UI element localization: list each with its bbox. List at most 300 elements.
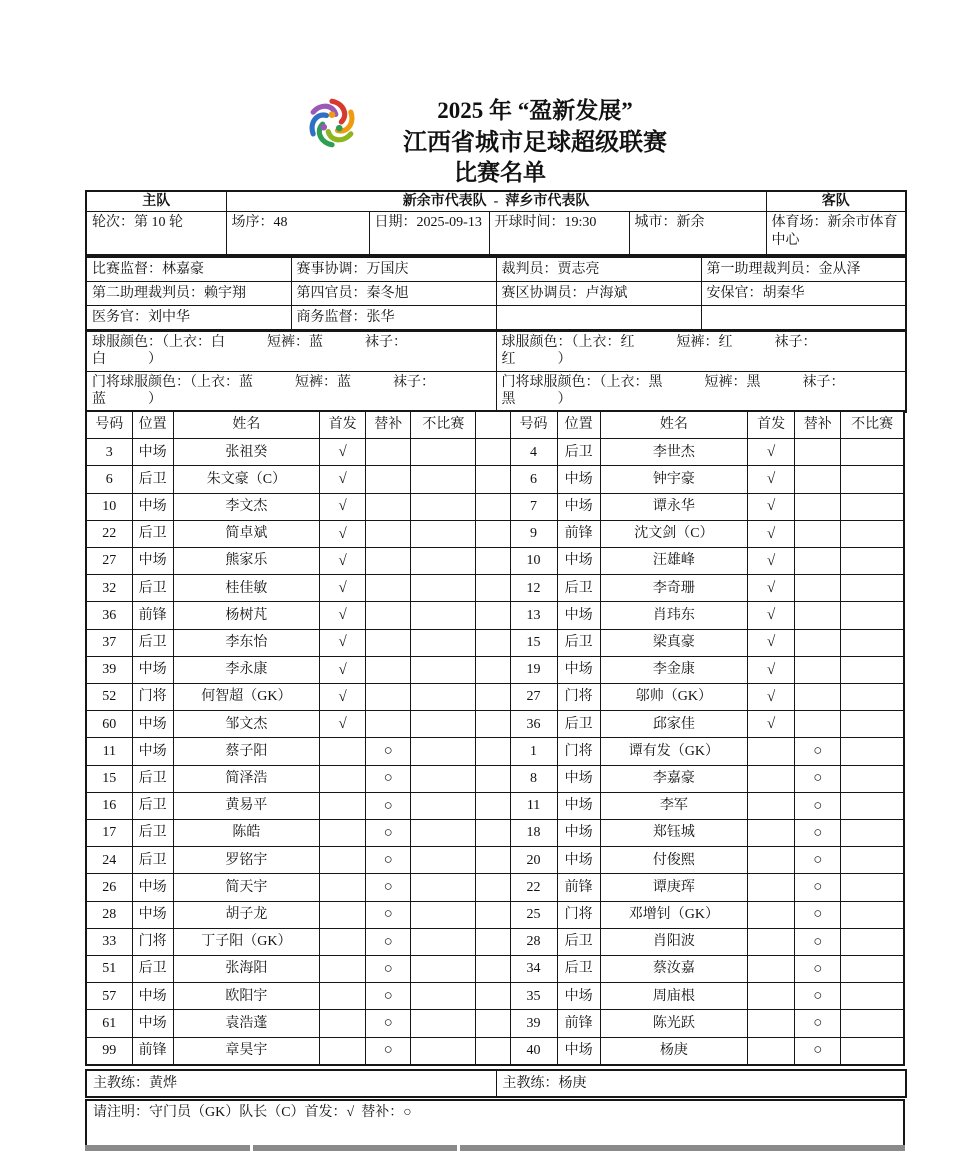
away-player-name: 李嘉豪 [600, 765, 747, 792]
home-player-name: 邹文杰 [173, 711, 319, 738]
away-substitute-mark [795, 711, 841, 738]
away-substitute-mark: ○ [795, 983, 841, 1010]
away-player-name: 李奇珊 [600, 575, 747, 602]
home-player-position: 后卫 [132, 792, 173, 819]
away-starter-mark: √ [748, 629, 795, 656]
away-player-position: 前锋 [557, 874, 600, 901]
home-substitute-mark: ○ [366, 792, 411, 819]
away-player-position: 门将 [557, 901, 600, 928]
home-player-number: 3 [86, 439, 132, 466]
away-player-name: 肖玮东 [600, 602, 747, 629]
kit-colors-table [85, 330, 907, 413]
home-substitute-mark: ○ [366, 874, 411, 901]
roster-spacer-cell [476, 738, 510, 765]
home-player-name: 简天宇 [173, 874, 319, 901]
home-not-playing-mark [411, 466, 476, 493]
away-player-number: 11 [510, 792, 557, 819]
stadium-cell: 体育场：新余市体育中心 [766, 212, 906, 256]
coaches-table [85, 1069, 907, 1098]
home-player-position: 中场 [132, 901, 173, 928]
away-starter-mark [748, 820, 795, 847]
official-cell: 医务官：刘中华 [86, 306, 291, 331]
roster-row [86, 575, 904, 602]
away-player-number: 4 [510, 439, 557, 466]
home-player-position: 中场 [132, 983, 173, 1010]
home-player-position: 后卫 [132, 520, 173, 547]
home-player-name: 章昊宇 [173, 1037, 319, 1065]
home-substitute-mark: ○ [366, 956, 411, 983]
home-not-playing-mark [411, 738, 476, 765]
official-cell: 商务监督：张华 [291, 306, 496, 331]
away-player-name: 邬帅（GK） [600, 684, 747, 711]
home-player-name: 张海阳 [173, 956, 319, 983]
home-player-number: 51 [86, 956, 132, 983]
roster-row [86, 928, 904, 955]
away-player-position: 后卫 [557, 629, 600, 656]
home-starter-mark [320, 956, 366, 983]
away-player-number: 36 [510, 711, 557, 738]
away-substitute-mark: ○ [795, 765, 841, 792]
home-player-name: 李东怡 [173, 629, 319, 656]
roster-spacer-cell [476, 656, 510, 683]
roster-column-header: 不比赛 [411, 411, 476, 439]
away-player-position: 门将 [557, 738, 600, 765]
home-player-name: 李文杰 [173, 493, 319, 520]
roster-column-header: 姓名 [173, 411, 319, 439]
away-substitute-mark [795, 548, 841, 575]
home-player-name: 简泽浩 [173, 765, 319, 792]
home-player-position: 中场 [132, 711, 173, 738]
away-player-name: 沈文剑（C） [600, 520, 747, 547]
roster-column-header: 号码 [86, 411, 132, 439]
roster-spacer-cell [476, 520, 510, 547]
home-player-position: 中场 [132, 738, 173, 765]
home-player-position: 后卫 [132, 575, 173, 602]
roster-spacer-cell [476, 1037, 510, 1065]
home-player-name: 黄易平 [173, 792, 319, 819]
away-starter-mark: √ [748, 602, 795, 629]
roster-row [86, 956, 904, 983]
home-player-name: 欧阳宇 [173, 983, 319, 1010]
home-substitute-mark [366, 656, 411, 683]
away-player-number: 12 [510, 575, 557, 602]
away-substitute-mark: ○ [795, 1037, 841, 1065]
home-substitute-mark [366, 548, 411, 575]
roster-row [86, 466, 904, 493]
home-player-position: 中场 [132, 1010, 173, 1037]
home-starter-mark [320, 1010, 366, 1037]
kickoff-cell: 开球时间：19:30 [489, 212, 629, 256]
home-substitute-mark: ○ [366, 820, 411, 847]
home-substitute-mark: ○ [366, 928, 411, 955]
roster-column-header: 位置 [557, 411, 600, 439]
roster-column-header: 首发 [320, 411, 366, 439]
home-player-position: 前锋 [132, 1037, 173, 1065]
away-player-position: 中场 [557, 493, 600, 520]
home-player-number: 10 [86, 493, 132, 520]
home-not-playing-mark [411, 493, 476, 520]
away-player-number: 10 [510, 548, 557, 575]
home-not-playing-mark [411, 575, 476, 602]
roster-row [86, 548, 904, 575]
away-substitute-mark [795, 602, 841, 629]
away-substitute-mark [795, 684, 841, 711]
home-starter-mark: √ [320, 602, 366, 629]
home-starter-mark: √ [320, 575, 366, 602]
home-not-playing-mark [411, 548, 476, 575]
home-not-playing-mark [411, 656, 476, 683]
home-player-name: 简卓斌 [173, 520, 319, 547]
home-starter-mark [320, 820, 366, 847]
home-starter-mark [320, 738, 366, 765]
home-substitute-mark [366, 439, 411, 466]
away-player-number: 25 [510, 901, 557, 928]
away-not-playing-mark [841, 874, 904, 901]
away-starter-mark: √ [748, 493, 795, 520]
home-kit-colors: 球服颜色：（上衣：白 短裤：蓝 袜子： 白 ） [86, 331, 496, 372]
roster-column-header: 姓名 [600, 411, 747, 439]
away-player-number: 18 [510, 820, 557, 847]
roster-spacer-cell [476, 439, 510, 466]
roster-spacer-cell [476, 847, 510, 874]
home-player-name: 桂佳敏 [173, 575, 319, 602]
away-substitute-mark [795, 575, 841, 602]
home-starter-mark: √ [320, 711, 366, 738]
roster-column-header: 首发 [748, 411, 795, 439]
home-starter-mark: √ [320, 656, 366, 683]
away-player-number: 28 [510, 928, 557, 955]
roster-row [86, 1010, 904, 1037]
home-player-name: 袁浩蓬 [173, 1010, 319, 1037]
away-not-playing-mark [841, 602, 904, 629]
away-player-number: 35 [510, 983, 557, 1010]
home-starter-mark [320, 765, 366, 792]
away-starter-mark [748, 738, 795, 765]
home-starter-mark [320, 901, 366, 928]
away-player-name: 肖阳波 [600, 928, 747, 955]
away-substitute-mark: ○ [795, 874, 841, 901]
city-cell: 城市：新余 [629, 212, 766, 256]
home-substitute-mark: ○ [366, 738, 411, 765]
away-player-number: 34 [510, 956, 557, 983]
home-substitute-mark: ○ [366, 765, 411, 792]
roster-spacer-cell [476, 711, 510, 738]
away-player-name: 谭庚珲 [600, 874, 747, 901]
legend-note-table [85, 1099, 905, 1147]
home-starter-mark: √ [320, 548, 366, 575]
home-substitute-mark: ○ [366, 901, 411, 928]
away-player-name: 杨庚 [600, 1037, 747, 1065]
away-player-position: 后卫 [557, 711, 600, 738]
roster-row [86, 983, 904, 1010]
home-player-number: 52 [86, 684, 132, 711]
roster-spacer-cell [476, 411, 510, 439]
official-cell: 赛事协调：万国庆 [291, 257, 496, 282]
away-not-playing-mark [841, 738, 904, 765]
official-cell: 第二助理裁判员：赖宇翔 [86, 282, 291, 306]
home-player-number: 57 [86, 983, 132, 1010]
away-gk-kit-colors: 门将球服颜色：（上衣：黑 短裤：黑 袜子： 黑 ） [496, 372, 906, 413]
roster-row [86, 874, 904, 901]
away-not-playing-mark [841, 928, 904, 955]
roster-spacer-cell [476, 684, 510, 711]
home-substitute-mark [366, 602, 411, 629]
away-player-position: 中场 [557, 983, 600, 1010]
away-not-playing-mark [841, 1010, 904, 1037]
away-not-playing-mark [841, 956, 904, 983]
home-not-playing-mark [411, 439, 476, 466]
away-player-name: 陈光跃 [600, 1010, 747, 1037]
roster-column-header: 号码 [510, 411, 557, 439]
officials-row [86, 257, 906, 282]
roster-spacer-cell [476, 466, 510, 493]
away-player-name: 周庙根 [600, 983, 747, 1010]
away-player-name: 谭永华 [600, 493, 747, 520]
away-coach-cell: 主教练：杨庚 [496, 1070, 906, 1097]
home-player-position: 中场 [132, 656, 173, 683]
officials-row [86, 306, 906, 331]
away-player-number: 39 [510, 1010, 557, 1037]
away-player-position: 中场 [557, 656, 600, 683]
away-player-name: 邱家佳 [600, 711, 747, 738]
away-player-position: 后卫 [557, 575, 600, 602]
title-line-3: 比赛名单 [454, 160, 546, 185]
away-substitute-mark [795, 629, 841, 656]
away-starter-mark: √ [748, 548, 795, 575]
away-starter-mark: √ [748, 439, 795, 466]
away-team-label: 客队 [766, 191, 906, 212]
away-kit-colors: 球服颜色：（上衣：红 短裤：红 袜子： 红 ） [496, 331, 906, 372]
roster-row [86, 439, 904, 466]
home-starter-mark: √ [320, 439, 366, 466]
home-player-number: 11 [86, 738, 132, 765]
roster-spacer-cell [476, 820, 510, 847]
roster-column-header: 位置 [132, 411, 173, 439]
away-not-playing-mark [841, 901, 904, 928]
home-player-number: 27 [86, 548, 132, 575]
roster-row [86, 847, 904, 874]
roster-column-header: 不比赛 [841, 411, 904, 439]
home-player-name: 杨树芃 [173, 602, 319, 629]
roster-spacer-cell [476, 1010, 510, 1037]
away-substitute-mark [795, 656, 841, 683]
home-substitute-mark [366, 466, 411, 493]
away-starter-mark: √ [748, 520, 795, 547]
roster-spacer-cell [476, 901, 510, 928]
away-player-number: 22 [510, 874, 557, 901]
roster-spacer-cell [476, 602, 510, 629]
away-player-position: 后卫 [557, 956, 600, 983]
home-starter-mark: √ [320, 493, 366, 520]
away-not-playing-mark [841, 656, 904, 683]
roster-spacer-cell [476, 493, 510, 520]
away-starter-mark [748, 847, 795, 874]
away-not-playing-mark [841, 439, 904, 466]
home-player-position: 后卫 [132, 956, 173, 983]
home-not-playing-mark [411, 983, 476, 1010]
away-player-position: 中场 [557, 847, 600, 874]
home-not-playing-mark [411, 847, 476, 874]
away-substitute-mark: ○ [795, 738, 841, 765]
away-player-position: 中场 [557, 466, 600, 493]
away-substitute-mark [795, 493, 841, 520]
away-not-playing-mark [841, 684, 904, 711]
home-substitute-mark [366, 629, 411, 656]
away-not-playing-mark [841, 792, 904, 819]
away-not-playing-mark [841, 493, 904, 520]
home-not-playing-mark [411, 956, 476, 983]
home-player-position: 中场 [132, 548, 173, 575]
roster-spacer-cell [476, 629, 510, 656]
home-starter-mark [320, 847, 366, 874]
away-player-position: 中场 [557, 765, 600, 792]
matchup-title: 新余市代表队 - 萍乡市代表队 [226, 191, 766, 212]
away-substitute-mark [795, 466, 841, 493]
home-player-position: 后卫 [132, 765, 173, 792]
home-not-playing-mark [411, 820, 476, 847]
away-starter-mark: √ [748, 656, 795, 683]
legend-note: 请注明：守门员（GK）队长（C）首发：√ 替补：○ [86, 1100, 904, 1146]
away-player-name: 邓增钊（GK） [600, 901, 747, 928]
away-starter-mark [748, 1037, 795, 1065]
roster-spacer-cell [476, 765, 510, 792]
home-not-playing-mark [411, 1037, 476, 1065]
official-cell: 第四官员：秦冬旭 [291, 282, 496, 306]
away-player-name: 梁真豪 [600, 629, 747, 656]
away-starter-mark [748, 901, 795, 928]
home-player-number: 32 [86, 575, 132, 602]
away-player-name: 李世杰 [600, 439, 747, 466]
away-starter-mark [748, 956, 795, 983]
roster-row [86, 629, 904, 656]
official-cell: 安保官：胡秦华 [701, 282, 906, 306]
home-not-playing-mark [411, 1010, 476, 1037]
home-player-number: 39 [86, 656, 132, 683]
home-player-name: 熊家乐 [173, 548, 319, 575]
away-starter-mark: √ [748, 575, 795, 602]
home-substitute-mark: ○ [366, 1037, 411, 1065]
away-player-name: 谭有发（GK） [600, 738, 747, 765]
away-starter-mark: √ [748, 466, 795, 493]
away-player-number: 27 [510, 684, 557, 711]
away-substitute-mark: ○ [795, 847, 841, 874]
away-player-number: 20 [510, 847, 557, 874]
away-substitute-mark: ○ [795, 792, 841, 819]
home-player-number: 60 [86, 711, 132, 738]
away-player-name: 蔡汝嘉 [600, 956, 747, 983]
home-not-playing-mark [411, 765, 476, 792]
roster-row [86, 520, 904, 547]
match-number-cell: 场序：48 [226, 212, 369, 256]
away-player-name: 钟宇豪 [600, 466, 747, 493]
away-player-position: 中场 [557, 548, 600, 575]
away-starter-mark [748, 983, 795, 1010]
home-substitute-mark [366, 520, 411, 547]
away-substitute-mark: ○ [795, 820, 841, 847]
home-player-position: 中场 [132, 439, 173, 466]
roster-spacer-cell [476, 548, 510, 575]
home-player-position: 中场 [132, 493, 173, 520]
roster-row [86, 901, 904, 928]
away-not-playing-mark [841, 575, 904, 602]
away-not-playing-mark [841, 466, 904, 493]
home-team-label: 主队 [86, 191, 226, 212]
away-player-name: 李金康 [600, 656, 747, 683]
official-cell: 赛区协调员：卢海斌 [496, 282, 701, 306]
home-player-name: 蔡子阳 [173, 738, 319, 765]
officials-row [86, 282, 906, 306]
match-header-table [85, 190, 907, 256]
roster-row [86, 711, 904, 738]
home-gk-kit-colors: 门将球服颜色：（上衣：蓝 短裤：蓝 袜子： 蓝 ） [86, 372, 496, 413]
home-not-playing-mark [411, 792, 476, 819]
home-player-number: 28 [86, 901, 132, 928]
home-substitute-mark [366, 575, 411, 602]
home-substitute-mark: ○ [366, 983, 411, 1010]
away-not-playing-mark [841, 629, 904, 656]
home-player-number: 33 [86, 928, 132, 955]
away-not-playing-mark [841, 983, 904, 1010]
home-player-number: 99 [86, 1037, 132, 1065]
roster-spacer-cell [476, 928, 510, 955]
roster-row [86, 820, 904, 847]
home-starter-mark: √ [320, 629, 366, 656]
roster-spacer-cell [476, 956, 510, 983]
away-player-position: 中场 [557, 602, 600, 629]
roster-row [86, 792, 904, 819]
away-substitute-mark: ○ [795, 928, 841, 955]
home-not-playing-mark [411, 874, 476, 901]
home-player-name: 丁子阳（GK） [173, 928, 319, 955]
home-not-playing-mark [411, 684, 476, 711]
date-cell: 日期：2025-09-13 [369, 212, 489, 256]
cutoff-border-notch [250, 1145, 253, 1151]
roster-spacer-cell [476, 792, 510, 819]
round-cell: 轮次：第 10 轮 [86, 212, 226, 256]
home-player-name: 胡子龙 [173, 901, 319, 928]
official-cell: 比赛监督：林嘉豪 [86, 257, 291, 282]
home-player-position: 门将 [132, 684, 173, 711]
home-starter-mark: √ [320, 684, 366, 711]
home-starter-mark: √ [320, 466, 366, 493]
away-not-playing-mark [841, 711, 904, 738]
away-player-position: 中场 [557, 792, 600, 819]
away-substitute-mark: ○ [795, 1010, 841, 1037]
cutoff-next-table [85, 1145, 905, 1151]
roster-row [86, 765, 904, 792]
away-player-position: 门将 [557, 684, 600, 711]
roster-row [86, 738, 904, 765]
away-player-name: 汪雄峰 [600, 548, 747, 575]
roster-header-row [86, 411, 904, 439]
home-player-position: 后卫 [132, 820, 173, 847]
away-player-number: 6 [510, 466, 557, 493]
home-substitute-mark: ○ [366, 1010, 411, 1037]
away-substitute-mark [795, 439, 841, 466]
home-player-position: 中场 [132, 874, 173, 901]
roster-table [85, 410, 905, 1066]
away-player-position: 后卫 [557, 439, 600, 466]
home-not-playing-mark [411, 629, 476, 656]
away-player-number: 13 [510, 602, 557, 629]
home-player-name: 陈皓 [173, 820, 319, 847]
away-not-playing-mark [841, 847, 904, 874]
away-not-playing-mark [841, 765, 904, 792]
home-substitute-mark: ○ [366, 847, 411, 874]
home-player-name: 罗铭宇 [173, 847, 319, 874]
home-not-playing-mark [411, 711, 476, 738]
roster-body [86, 411, 904, 1065]
